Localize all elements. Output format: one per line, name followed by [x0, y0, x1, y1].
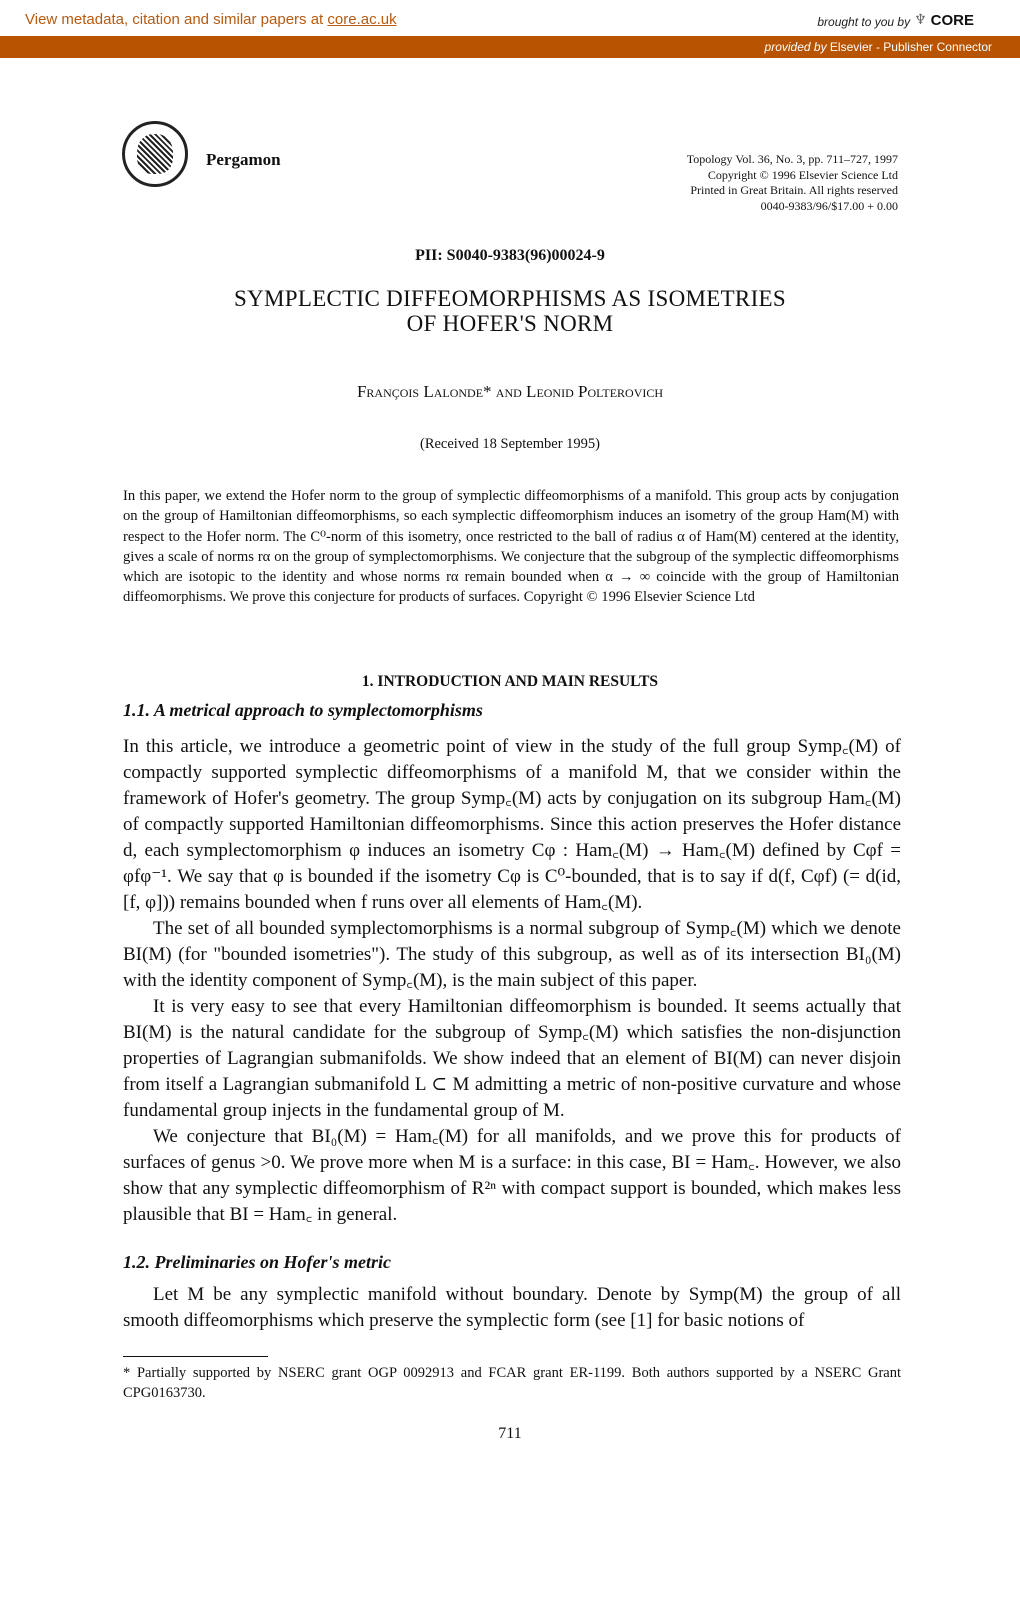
received-date: (Received 18 September 1995) — [420, 436, 600, 452]
title-line: OF HOFER'S NORM — [406, 311, 614, 336]
subsection-heading: 1.1. A metrical approach to symplectomorphisms — [123, 700, 483, 720]
authors: François Lalonde* and Leonid Polterovich — [356, 382, 664, 401]
pergamon-logo-icon — [122, 121, 188, 187]
paragraph: The set of all bounded symplectomorphisms is a normal subgroup of Symp꜀(M) which we denote BI(M) (for "bounded isometries"). The study of this subgroup, as well as of its intersection BI₀(M) with the identity component of Symp꜀(M), is the main subject of this paper. — [123, 918, 901, 991]
paragraph: In this article, we introduce a geometric point of view in the study of the full group Symp꜀(M) of compactly supported symplectic diffeomorphisms of a manifold M, that we consider within the framework of Hofer's geometry. The group Symp꜀(M) acts by conjugation on its subgroup Ham꜀(M) of compactly supported Hamiltonian diffeomorphisms. Since this action preserves the Hofer distance d, each symplectomorphism φ induces an isometry Cφ : Ham꜀(M) → Ham꜀(M) defined by Cφf = φfφ⁻¹. We say that φ is bounded if the isometry Cφ is C⁰-bounded, that is to say if d(f, Cφf) (= d(id, [f, φ])) remains bounded when f runs over all elements of Ham꜀(M). — [123, 736, 901, 913]
core-logo-text[interactable]: CORE — [930, 12, 974, 29]
publisher-name: Pergamon — [206, 150, 281, 169]
paragraph: We conjecture that BI₀(M) = Ham꜀(M) for all manifolds, and we prove this for products of surfaces of genus >0. We prove more when M is a surface: in this case, BI = Ham꜀. However, we also show that any symplectic diffeomorphism of R²ⁿ with compact support is bounded, which makes less plausible that BI = Ham꜀ in general. — [123, 1126, 901, 1225]
core-link[interactable]: core.ac.uk — [327, 11, 397, 28]
title-line: SYMPLECTIC DIFFEOMORPHISMS AS ISOMETRIES — [234, 286, 786, 311]
footnote: * Partially supported by NSERC grant OGP 0092913 and FCAR grant ER-1199. Both authors supported by a NSERC Grant CPG0163730. — [123, 1365, 901, 1401]
brought-to-you-text: brought to you by — [817, 15, 911, 29]
section-heading: 1. INTRODUCTION AND MAIN RESULTS — [361, 673, 659, 690]
journal-line: Copyright © 1996 Elsevier Science Ltd — [707, 167, 898, 182]
paper-title — [0, 286, 1020, 336]
provided-by-text[interactable] — [765, 40, 992, 54]
provided-by-label: provided by — [764, 40, 827, 54]
subsection-heading: 1.2. Preliminaries on Hofer's metric — [123, 1252, 391, 1272]
body-text-1 — [123, 734, 901, 1228]
footnote-rule — [123, 1356, 268, 1357]
abstract: In this paper, we extend the Hofer norm to the group of symplectic diffeomorphisms of a manifold. This group acts by conjugation on the group of Hamiltonian diffeomorphisms, so each symplectic diffeomorphism induces an isometry of the group Ham(M) with respect to the Hofer norm. The C⁰-norm of this isometry, once restricted to the ball of radius α of Ham(M) centered at the identity, gives a scale of norms rα on the group of symplectomorphisms. We conjecture that the subgroup of the symplectic diffeomorphisms which are isotopic to the identity and whose norms rα remain bounded when α → ∞ coincide with the group of Hamiltonian diffeomorphisms. We prove this conjecture for products of surfaces. Copyright © 1996 Elsevier Science Ltd — [123, 488, 899, 606]
metadata-prefix: View metadata, citation and similar papers at — [25, 11, 328, 28]
provider-name: Elsevier - Publisher Connector — [826, 40, 992, 54]
core-logo-icon: ♆ — [914, 13, 927, 28]
core-brand[interactable] — [817, 6, 974, 30]
paragraph: It is very easy to see that every Hamiltonian diffeomorphism is bounded. It seems actually that BI(M) is the natural candidate for the subgroup of Symp꜀(M) which satisfies the non-disjunction properties of Lagrangian submanifolds. We show indeed that an element of BI(M) can never disjoin from itself a Lagrangian submanifold L ⊂ M admitting a metric of non-positive curvature and whose fundamental group injects in the fundamental group of M. — [123, 996, 901, 1121]
page-number: 711 — [498, 1425, 522, 1442]
metadata-link-text — [25, 11, 397, 28]
journal-line: Topology Vol. 36, No. 3, pp. 711–727, 1997 — [686, 152, 898, 166]
main-content — [123, 672, 901, 1483]
paragraph: Let M be any symplectic manifold without boundary. Denote by Symp(M) the group of all smooth diffeomorphisms which preserve the symplectic form (see [1] for basic notions of — [123, 1284, 901, 1331]
journal-info — [687, 152, 898, 214]
body-text-2 — [123, 1282, 901, 1334]
journal-line: Printed in Great Britain. All rights reserved — [690, 183, 898, 197]
journal-line: 0040-9383/96/$17.00 + 0.00 — [760, 198, 898, 213]
pii: PII: S0040-9383(96)00024-9 — [415, 247, 605, 264]
